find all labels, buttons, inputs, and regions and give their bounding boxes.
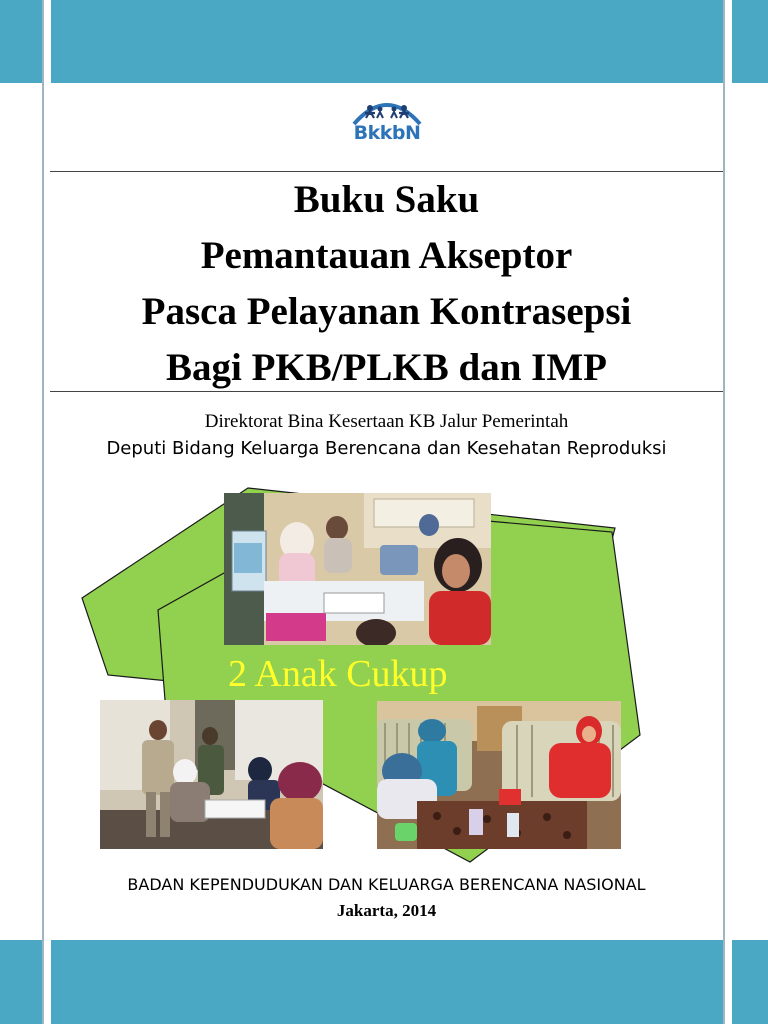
logo-text: BkkbN [353,122,421,144]
photo-consultation-table [224,493,491,645]
photo-field-visit [100,700,323,849]
title-line-3: Pasca Pelayanan Kontrasepsi [141,290,632,333]
place-year: Jakarta, 2014 [336,901,437,920]
title-line-1: Buku Saku [293,178,480,221]
directorate-text: Direktorat Bina Kesertaan KB Jalur Pemerintah [204,411,569,432]
title-line-2: Pemantauan Akseptor [200,234,573,277]
photo-home-visit [377,701,621,849]
title-line-4: Bagi PKB/PLKB dan IMP [166,346,607,389]
agency-name: BADAN KEPENDUDUKAN DAN KELUARGA BERENCANA NASIONAL [127,875,646,894]
slogan-text: 2 Anak Cukup [228,653,448,695]
deputy-text: Deputi Bidang Keluarga Berencana dan Kesehatan Reproduksi [106,438,667,459]
